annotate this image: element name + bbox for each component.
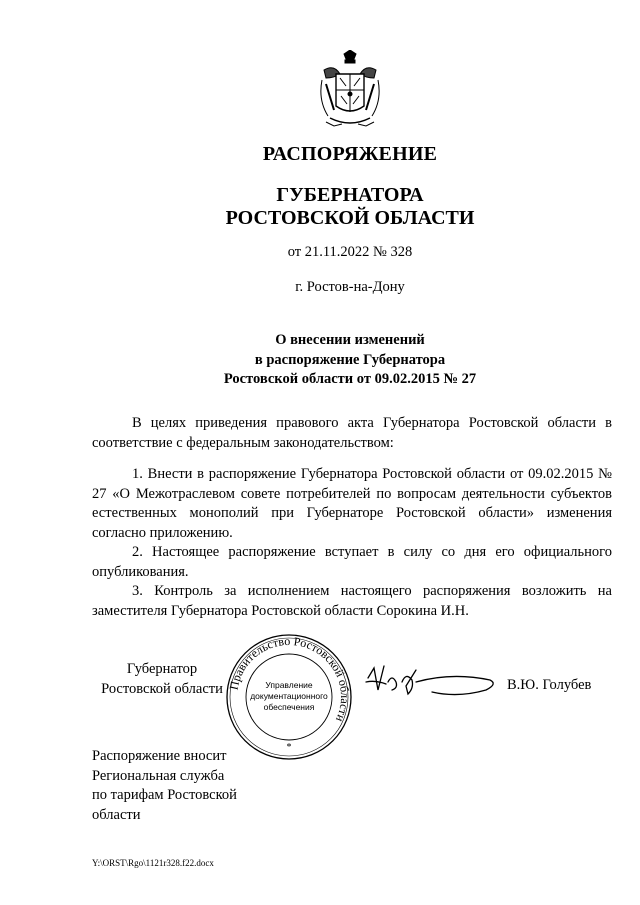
introduced-by [92, 747, 272, 825]
signer-title-line-1: Губернатор [126, 661, 198, 677]
order-item-2: 2. Настоящее распоряжение вступает в силу со дня его официального опубликования. [92, 544, 612, 580]
issuer-line-1: ГУБЕРНАТОРА [276, 184, 424, 206]
introduced-by-line-2: Региональная служба [92, 767, 225, 784]
preamble-text: В целях приведения правового акта Губернатора Ростовской области в соответствие с федеральным законодательством: [92, 415, 612, 451]
introduced-by-line-4: области [92, 806, 141, 823]
issuer-title [0, 184, 640, 230]
subject-line-3: Ростовской области от 09.02.2015 № 27 [223, 371, 477, 387]
document-type: РАСПОРЯЖЕНИЕ [262, 143, 438, 165]
signer-title [92, 659, 232, 699]
order-items [92, 465, 612, 621]
subject-line-1: О внесении изменений [275, 332, 425, 348]
stamp-inner-line-3: обеспечения [263, 702, 315, 712]
official-stamp [224, 632, 354, 762]
document-subject [0, 331, 640, 390]
coat-of-arms-icon [314, 50, 386, 132]
stamp-inner-line-1: Управление [265, 680, 313, 690]
stamp-star: * [286, 742, 292, 753]
handwritten-signature [362, 660, 502, 702]
subject-line-2: в распоряжение Губернатора [254, 351, 446, 368]
signer-title-line-2: Ростовской области [101, 681, 223, 697]
issuer-line-2: РОСТОВСКОЙ ОБЛАСТИ [225, 207, 475, 229]
order-item-1: 1. Внести в распоряжение Губернатора Ростовской области от 09.02.2015 № 27 «О Межотраслевом совете потребителей по вопросам деятельности субъектов естественных монополий при Губернаторе Ростовской области» изменения согласно приложению. [92, 466, 612, 541]
document-city: г. Ростов-на-Дону [295, 279, 405, 295]
order-item-3: 3. Контроль за исполнением настоящего распоряжения возложить на заместителя Губернатора Ростовской области Сорокина И.Н. [92, 583, 612, 619]
stamp-outer-text: Правительство Ростовской области [226, 633, 353, 725]
stamp-inner-line-2: документационного [250, 691, 328, 701]
introduced-by-line-3: по тарифам Ростовской [92, 787, 237, 803]
signer-name: В.Ю. Голубев [507, 677, 592, 693]
introduced-by-line-1: Распоряжение вносит [92, 748, 227, 764]
footer-file-path: Y:\ORST\Rgo\1121r328.f22.docx [92, 858, 214, 868]
document-date-number: от 21.11.2022 № 328 [287, 244, 413, 260]
preamble [92, 414, 612, 453]
